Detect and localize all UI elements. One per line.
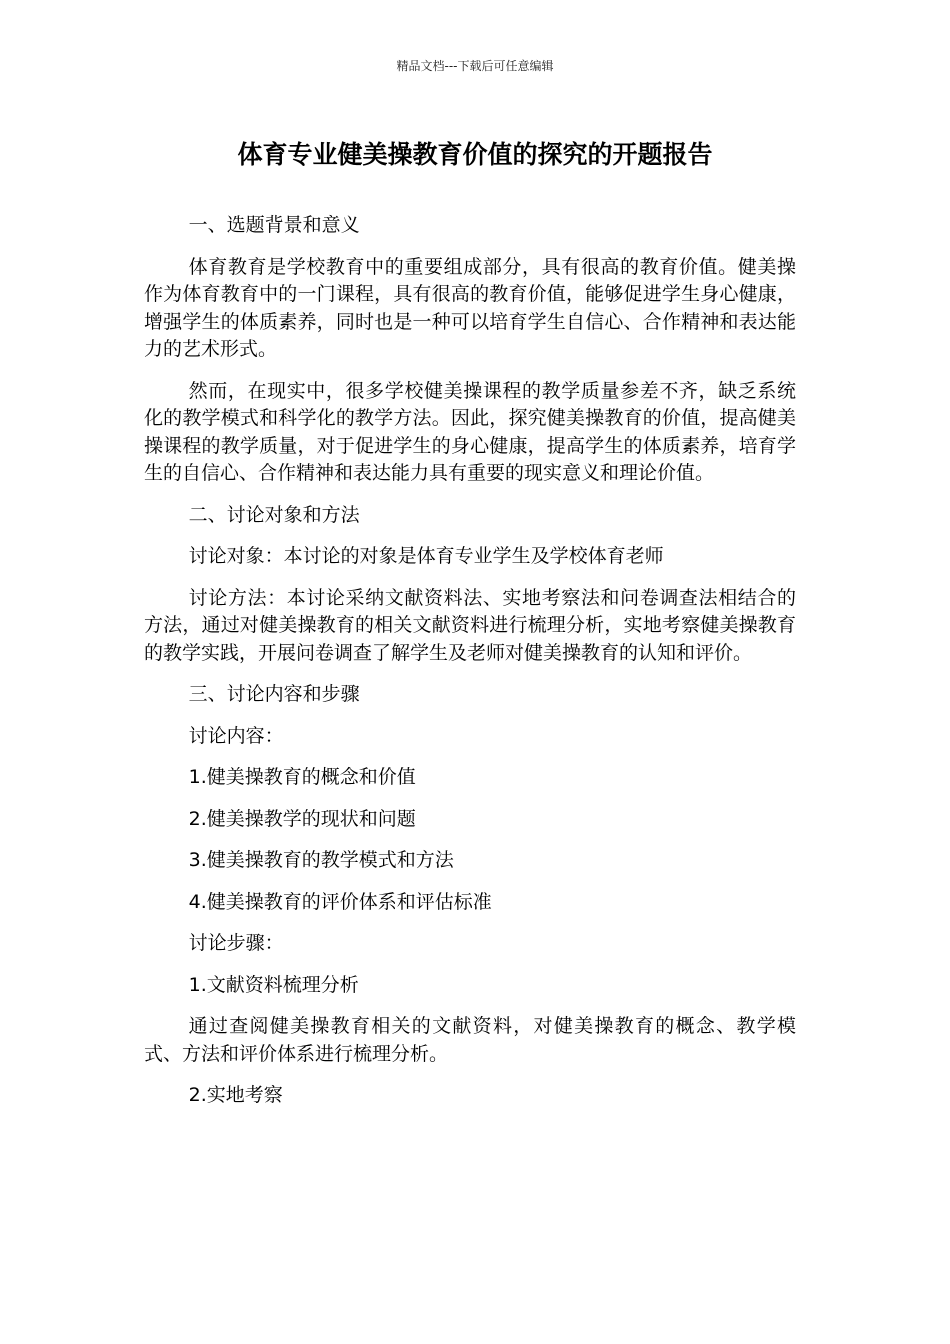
paragraph-step-1-detail: 通过查阅健美操教育相关的文献资料，对健美操教育的概念、教学模式、方法和评价体系进行梳理分析。 [144, 1015, 796, 1065]
list-item-step-2: 2.实地考察 [188, 1084, 283, 1106]
header-note: 精品文档---下载后可任意编辑 [396, 59, 554, 73]
list-item-content-2: 2.健美操教学的现状和问题 [188, 807, 416, 830]
section-heading-content-steps: 三、讨论内容和步骤 [188, 683, 360, 705]
paragraph-background-1: 体育教育是学校教育中的重要组成部分，具有很高的教育价值。健美操作为体育教育中的一门课程，具有很高的教育价值，能够促进学生身心健康，增强学生的体质素养，同时也是一种可以培育学生自信心、合作精神和表达能力的艺术形式。 [144, 255, 796, 360]
section-heading-background: 一、选题背景和意义 [188, 214, 360, 236]
label-steps: 讨论步骤： [188, 932, 284, 954]
list-item-content-3: 3.健美操教育的教学模式和方法 [188, 849, 454, 871]
paragraph-background-2: 然而，在现实中，很多学校健美操课程的教学质量参差不齐，缺乏系统化的教学模式和科学化的教学方法。因此，探究健美操教育的价值，提高健美操课程的教学质量，对于促进学生的身心健康，提高学生的体质素养，培育学生的自信心、合作精神和表达能力具有重要的现实意义和理论价值。 [144, 379, 796, 484]
paragraph-methods: 讨论方法：本讨论采纳文献资料法、实地考察法和问卷调查法相结合的方法，通过对健美操教育的相关文献资料进行梳理分析，实地考察健美操教育的教学实践，开展问卷调查了解学生及老师对健美操教育的认知和评价。 [144, 586, 796, 664]
section-heading-subjects-methods: 二、讨论对象和方法 [188, 503, 360, 526]
document-body [144, 212, 796, 1124]
list-item-step-1: 1.文献资料梳理分析 [188, 973, 359, 996]
paragraph-subjects: 讨论对象：本讨论的对象是体育专业学生及学校体育老师 [188, 545, 664, 567]
list-item-content-1: 1.健美操教育的概念和价值 [188, 766, 416, 788]
label-content: 讨论内容： [188, 724, 284, 747]
list-item-content-4: 4.健美操教育的评价体系和评估标准 [188, 890, 492, 913]
document-title: 体育专业健美操教育价值的探究的开题报告 [237, 140, 713, 169]
